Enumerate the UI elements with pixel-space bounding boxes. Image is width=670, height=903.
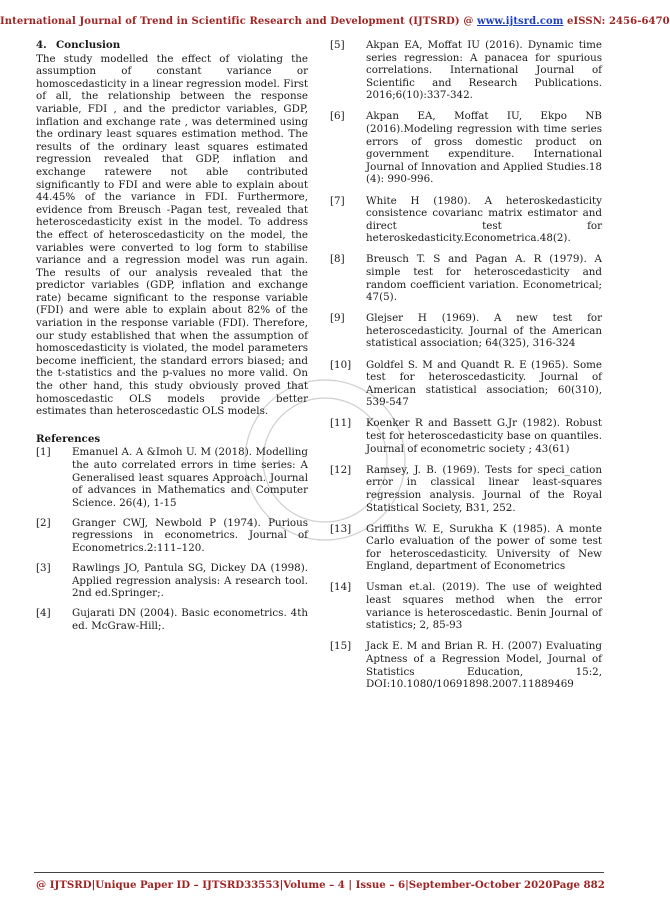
reference-number: [15] [330,640,352,653]
left-column [36,39,308,640]
reference-number: [2] [36,516,51,529]
reference-number: [9] [330,312,345,325]
section-title: Conclusion [56,39,121,51]
reference-number: [8] [330,253,345,266]
footer-volume-issue: Volume – 4 | Issue – 6 [283,879,406,891]
page-footer [36,879,605,891]
footer-separator: | [91,879,96,891]
right-column [330,39,602,699]
reference-number: [4] [36,607,51,620]
reference-item [330,110,602,186]
reference-text: Akpan EA, Moffat IU (2016). Dynamic time series regression: A panacea for spurious correlations. International Journal of Scientific and Research Publications. 2016;6(10):337-342. [366,39,602,102]
reference-text: Griffiths W. E, Surukha K (1985). A monte Carlo evaluation of the power of some test for heteroscedasticity. University of New England, department of Econometrics [366,522,602,573]
reference-text: Ramsey, J. B. (1969). Tests for speci_cation error in classical linear least-squares regression analysis. Journal of the Royal Statistical Society, B31, 252. [366,463,602,514]
reference-text: Breusch T. S and Pagan A. R (1979). A simple test for heteroscedasticity and random coefficient variation. Econometrical; 47(5). [366,253,602,304]
reference-text: Koenker R and Bassett G.Jr (1982). Robust test for heteroscedasticity base on quantiles. Journal of econometric society ; 43(61) [366,417,602,455]
reference-number: [13] [330,522,352,535]
reference-number: [6] [330,110,345,123]
footer-paper-id: Unique Paper ID – IJTSRD33553 [95,879,280,891]
reference-item [36,446,308,509]
footer-separator: | [279,879,284,891]
journal-header [0,16,670,27]
reference-item [330,359,602,409]
reference-item [330,312,602,350]
reference-item [330,417,602,455]
footer-separator: | [405,879,409,891]
reference-text: Akpan EA, Moffat IU, Ekpo NB (2016).Modeling regression with time series errors of gross domestic product on government expenditure. International Journal of Innovation and Applied Studies.18 (4): 990-996. [366,110,602,186]
reference-item [330,464,602,514]
reference-item [330,581,602,631]
references-heading: References [36,432,101,445]
footer-site: @ IJTSRD [36,879,92,891]
reference-text: Rawlings JO, Pantula SG, Dickey DA (1998). Applied regression analysis: A research tool. 2nd ed.Springer;. [72,562,308,600]
reference-item [330,523,602,573]
footer-date: September-October 2020 [408,879,553,891]
reference-text: Jack E. M and Brian R. H. (2007) Evaluating Aptness of a Regression Model, Journal of Statistics Education, 15:2, DOI:10.1080/10691898.2007.11889469 [366,640,602,691]
journal-name: International Journal of Trend in Scientific Research and Development (IJTSRD) @ [0,16,478,27]
reference-text: Usman et.al. (2019). The use of weighted least squares method when the error variance is heteroscedastic. Benin Journal of statistics; 2, 85-93 [366,581,602,632]
reference-number: [1] [36,446,51,459]
reference-text: Gujarati DN (2004). Basic econometrics. 4th ed. McGraw-Hill;. [72,607,308,633]
references-list-left [36,446,308,632]
journal-issn: eISSN: 2456-6470 [563,16,670,27]
reference-number: [14] [330,581,352,594]
footer-divider [34,872,604,873]
reference-text: Granger CWJ, Newbold P (1974). Purious regressions in econometrics. Journal of Econometrics.2:111–120. [72,516,308,555]
reference-number: [7] [330,194,345,207]
reference-item [36,517,308,555]
conclusion-heading [36,39,308,52]
reference-number: [3] [36,562,51,575]
reference-item [36,562,308,600]
reference-item [330,39,602,102]
reference-number: [11] [330,417,352,430]
reference-item [330,253,602,303]
reference-text: White H (1980). A heteroskedasticity consistence covarianc matrix estimator and direct test for heteroskedasticity.Econometrica.48(2). [366,194,602,245]
reference-item [330,195,602,245]
reference-item [330,640,602,690]
reference-number: [10] [330,358,352,371]
reference-text: Emanuel A. A &Imoh U. M (2018). Modelling the auto correlated errors in time series: A Generalised least squares Approach. Journal of advances in Mathematics and Computer Science. 26(4), 1-15 [72,446,308,509]
conclusion-paragraph: The study modelled the effect of violating the assumption of constant variance or homoscedasticity in a linear regression model. First of all, the relationship between the response variable, FDI , and the predictor variables, GDP, inflation and exchange rate , was determined using the ordinary least squares estimation method. The results of the ordinary least squares estimated regression revealed that GDP, inflation and exchange ratewere not able contributed significantly to FDI and were able to explain about 44.45% of the variance in FDI. Furthermore, evidence from Breusch -Pagan test, revealed that heteroscedasticity exist in the model. To address the effect of heteroscedasticity on the model, the variables were converted to log form to stabilise variance and a regression model was run again. The results of our analysis revealed that the predictor variables (GDP, inflation and exchange rate) became significant to the response variable (FDI) and were able to explain about 82% of the variation in the response variable (FDI). Therefore, our study established that when the assumption of homoscedasticity is violated, the model parameters become inefficient, the standard errors biased; and the t-statistics and the p-values no more valid. On the other hand, this study obviously proved that homoscedastic OLS models provide better estimates than heteroscedastic OLS models. [36,52,308,418]
references-list-right [330,39,602,691]
journal-url-link[interactable]: www.ijtsrd.com [477,16,564,27]
reference-text: Goldfel S. M and Quandt R. E (1965). Some test for heteroscedasticity. Journal of American statistical association; 60(310), 539-547 [366,358,602,409]
reference-text: Glejser H (1969). A new test for heteroscedasticity. Journal of the American statistical association; 64(325), 316-324 [366,312,602,350]
section-number: 4. [36,39,47,51]
reference-number: [5] [330,39,345,51]
reference-number: [12] [330,463,352,476]
footer-page-number: Page 882 [552,879,605,891]
reference-item [36,607,308,632]
